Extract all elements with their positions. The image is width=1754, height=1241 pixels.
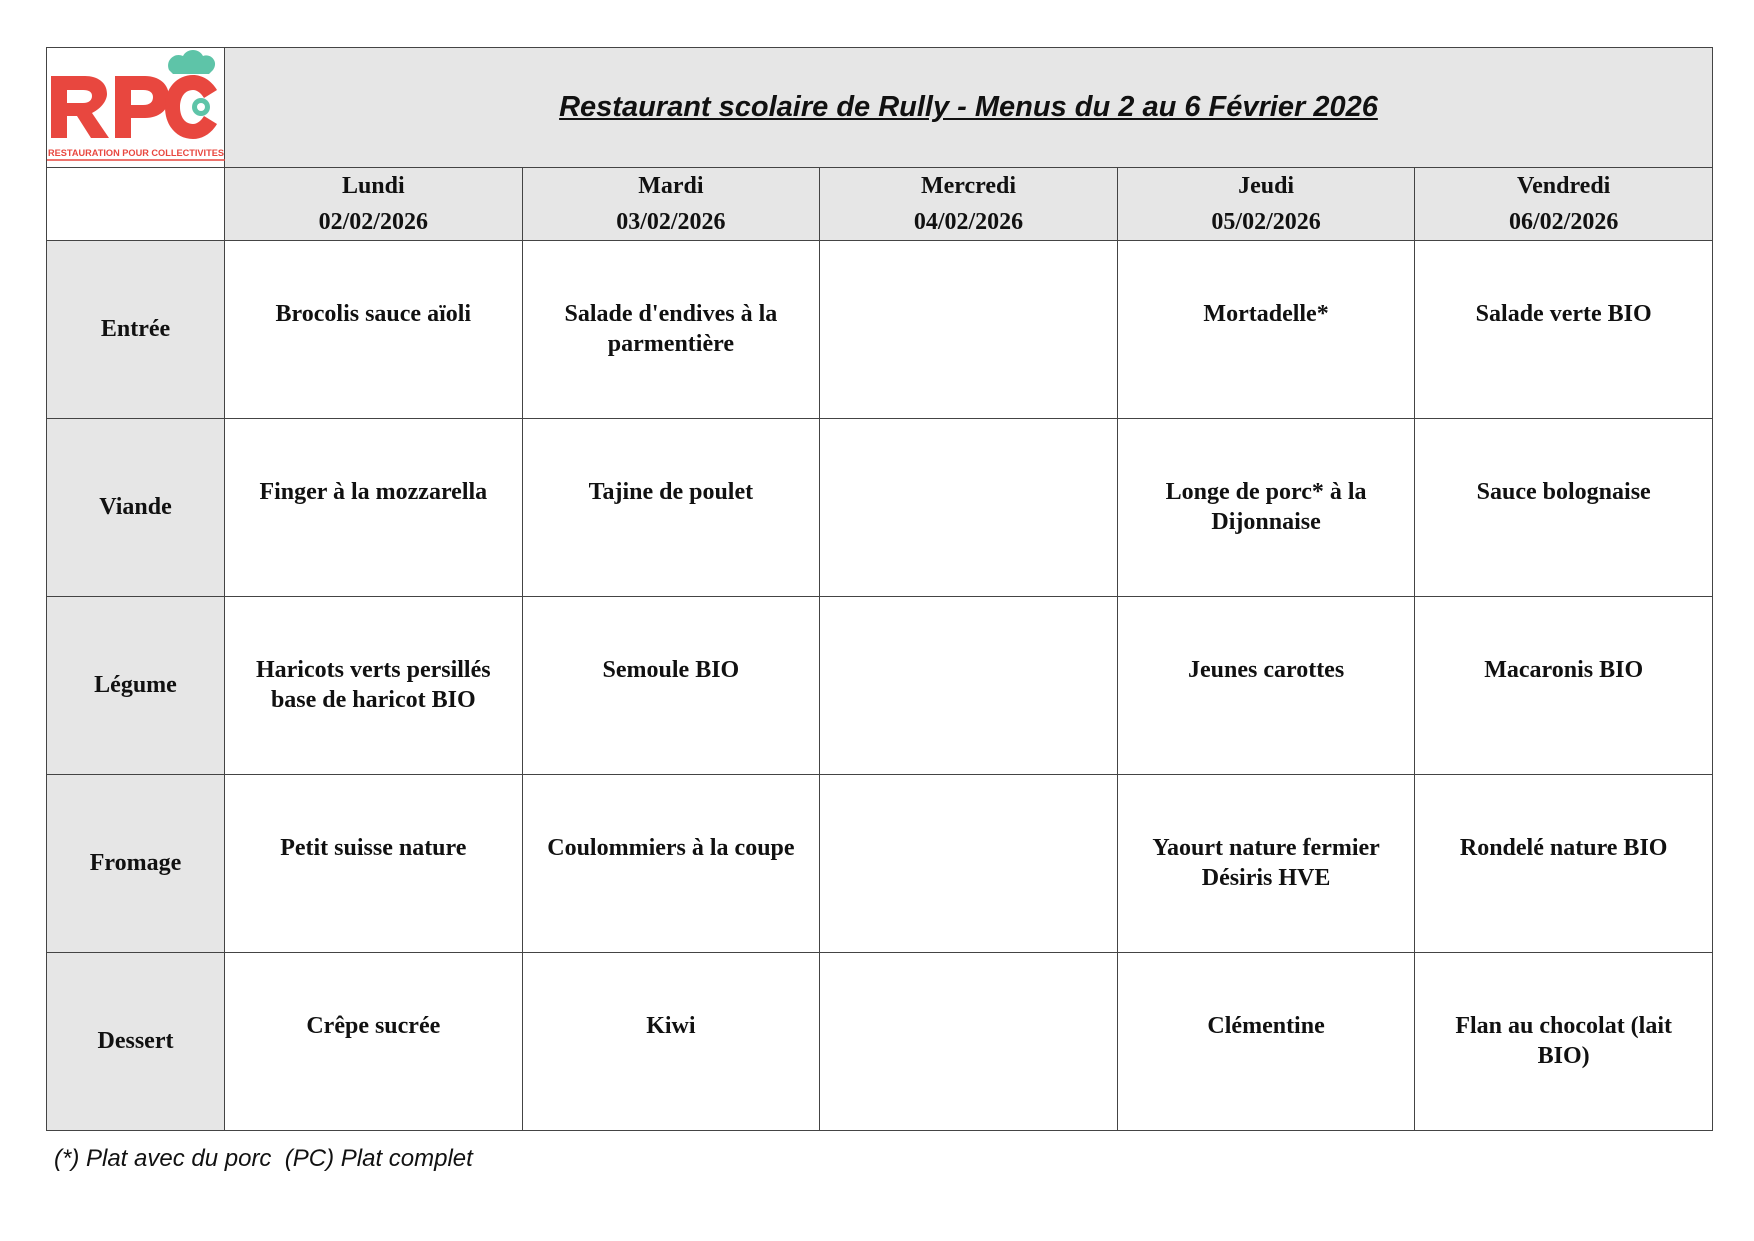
- rpc-logo: [47, 48, 225, 166]
- dish-cell: Salade d'endives à la parmentière: [522, 241, 820, 419]
- dish-cell: [820, 775, 1118, 953]
- corner-cell: [47, 168, 225, 241]
- row-label: Fromage: [47, 775, 225, 953]
- day-name: Vendredi: [1516, 173, 1611, 199]
- menu-table: [46, 47, 1713, 1131]
- dish-cell: Longe de porc* à la Dijonnaise: [1117, 419, 1415, 597]
- day-header-mardi: [522, 168, 820, 241]
- dish-cell: Jeunes carottes: [1117, 597, 1415, 775]
- dish-cell: Petit suisse nature: [225, 775, 523, 953]
- menu-row-dessert: [47, 953, 1713, 1131]
- dish-cell: Flan au chocolat (lait BIO): [1415, 953, 1713, 1131]
- menu-row-legume: [47, 597, 1713, 775]
- title-row: [47, 48, 1713, 168]
- day-header-row: [47, 168, 1713, 241]
- dish-cell: Macaronis BIO: [1415, 597, 1713, 775]
- dish-cell: Haricots verts persillés base de haricot BIO: [225, 597, 523, 775]
- day-date: 04/02/2026: [913, 209, 1024, 235]
- dish-cell: Mortadelle*: [1117, 241, 1415, 419]
- dish-cell: Semoule BIO: [522, 597, 820, 775]
- dish-cell: [820, 419, 1118, 597]
- row-label: Dessert: [47, 953, 225, 1131]
- page-title: Restaurant scolaire de Rully - Menus du 2 au 6 Février 2026: [225, 48, 1713, 168]
- row-label: Légume: [47, 597, 225, 775]
- day-header-lundi: [225, 168, 523, 241]
- dish-cell: Salade verte BIO: [1415, 241, 1713, 419]
- dish-cell: Clémentine: [1117, 953, 1415, 1131]
- day-date: 03/02/2026: [616, 209, 726, 235]
- day-name: Jeudi: [1238, 173, 1295, 199]
- day-date: 02/02/2026: [318, 209, 428, 235]
- dish-cell: [820, 953, 1118, 1131]
- logo: [47, 48, 225, 168]
- day-name: Lundi: [341, 173, 405, 199]
- dish-cell: Kiwi: [522, 953, 820, 1131]
- day-header-vendredi: [1415, 168, 1713, 241]
- day-date: 05/02/2026: [1211, 209, 1321, 235]
- day-header-mercredi: [820, 168, 1118, 241]
- menu-row-viande: [47, 419, 1713, 597]
- menu-row-entree: [47, 241, 1713, 419]
- dish-cell: Crêpe sucrée: [225, 953, 523, 1131]
- dish-cell: Tajine de poulet: [522, 419, 820, 597]
- dish-cell: [820, 241, 1118, 419]
- dish-cell: Sauce bolognaise: [1415, 419, 1713, 597]
- footnote: (*) Plat avec du porc (PC) Plat complet: [54, 1145, 473, 1172]
- dish-cell: Finger à la mozzarella: [225, 419, 523, 597]
- day-name: Mardi: [638, 173, 704, 199]
- day-date: 06/02/2026: [1509, 209, 1619, 235]
- chef-hat-icon: [168, 50, 215, 74]
- dish-cell: Rondelé nature BIO: [1415, 775, 1713, 953]
- dish-cell: Yaourt nature fermier Désiris HVE: [1117, 775, 1415, 953]
- day-name: Mercredi: [920, 173, 1017, 199]
- row-label: Viande: [47, 419, 225, 597]
- logo-tagline: RESTAURATION POUR COLLECTIVITES: [48, 148, 224, 159]
- dish-cell: Brocolis sauce aïoli: [225, 241, 523, 419]
- day-header-jeudi: [1117, 168, 1415, 241]
- dish-cell: Coulommiers à la coupe: [522, 775, 820, 953]
- dish-cell: [820, 597, 1118, 775]
- menu-row-fromage: [47, 775, 1713, 953]
- row-label: Entrée: [47, 241, 225, 419]
